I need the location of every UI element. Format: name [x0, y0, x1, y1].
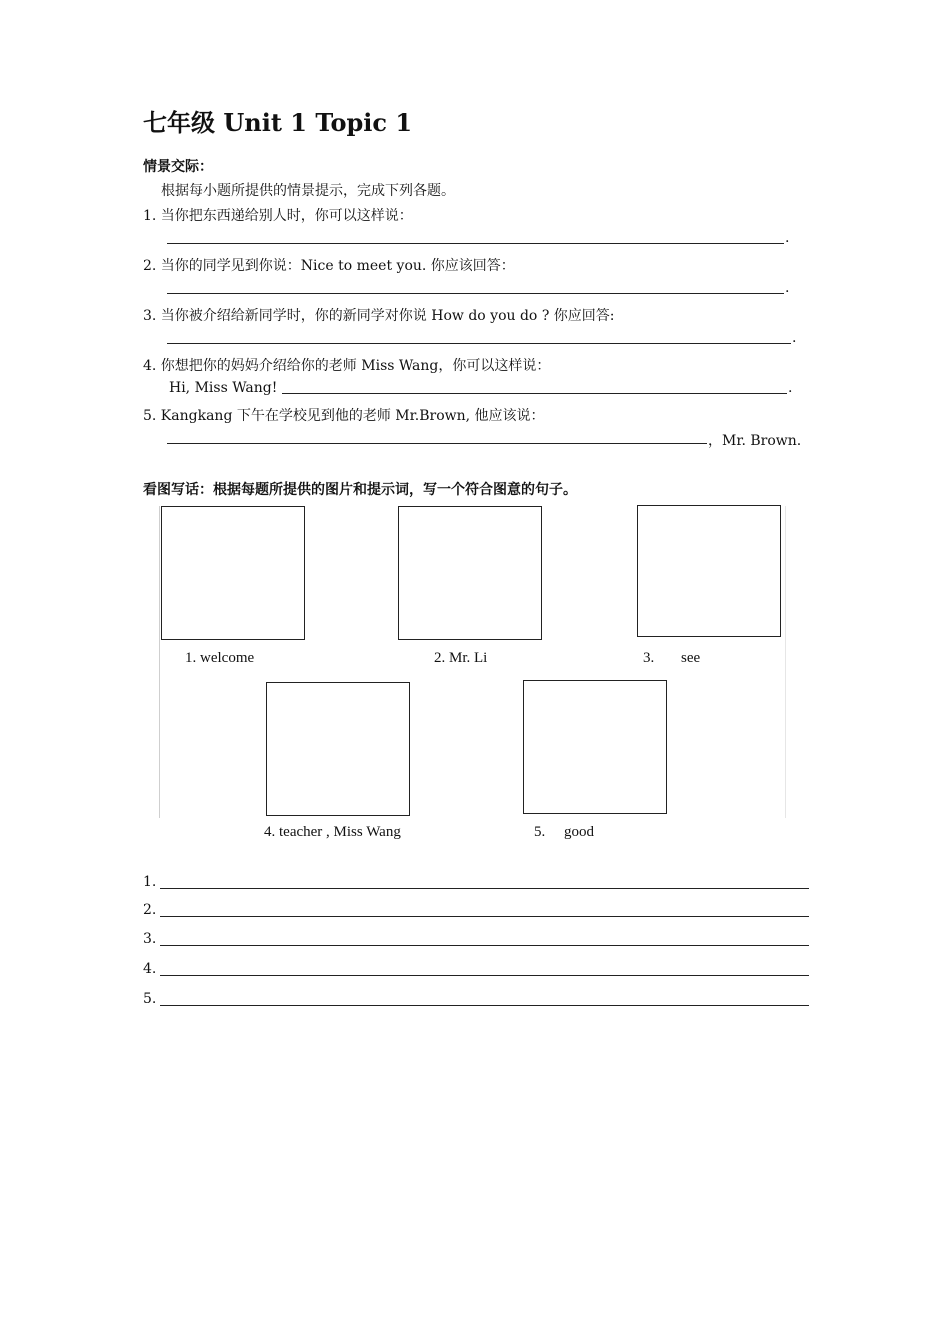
caption-5-word: good: [564, 824, 594, 840]
question-1-end: .: [785, 230, 790, 246]
answer-line-1[interactable]: [167, 243, 784, 244]
section-heading-picture-writing: 看图写话：根据每题所提供的图片和提示词，写一个符合图意的句子。: [143, 482, 577, 498]
question-3-text: 3. 当你被介绍给新同学时，你的新同学对你说 How do you do ? 你应回答:: [143, 308, 615, 324]
picture-4: [266, 682, 410, 816]
sentence-label-3: 3.: [143, 931, 157, 947]
page-title: 七年级 Unit 1 Topic 1: [143, 108, 413, 137]
answer-line-3[interactable]: [167, 343, 791, 344]
caption-4: 4. teacher , Miss Wang: [264, 824, 401, 840]
caption-3-number: 3.: [643, 650, 655, 666]
question-5-end: ，Mr. Brown.: [708, 433, 802, 449]
picture-3: [637, 505, 781, 637]
sentence-line-3[interactable]: [160, 945, 809, 946]
caption-1: 1. welcome: [185, 650, 255, 666]
answer-line-2[interactable]: [167, 293, 784, 294]
question-2-end: .: [785, 280, 790, 296]
answer-line-4[interactable]: [282, 393, 787, 394]
question-4-prefix: Hi, Miss Wang!: [169, 380, 278, 396]
sentence-line-1[interactable]: [160, 888, 809, 889]
caption-2: 2. Mr. Li: [434, 650, 488, 666]
picture-5: [523, 680, 667, 814]
sentence-label-4: 4.: [143, 961, 157, 977]
sentence-line-4[interactable]: [160, 975, 809, 976]
picture-1: [161, 506, 305, 640]
question-5-text: 5. Kangkang 下午在学校见到他的老师 Mr.Brown, 他应该说：: [143, 408, 545, 424]
caption-5-number: 5.: [534, 824, 546, 840]
section-instruction: 根据每小题所提供的情景提示，完成下列各题。: [161, 183, 455, 199]
sentence-line-2[interactable]: [160, 916, 809, 917]
question-4-end: .: [788, 380, 793, 396]
question-3-end: .: [792, 330, 797, 346]
caption-3-word: see: [681, 650, 701, 666]
sentence-label-5: 5.: [143, 991, 157, 1007]
sentence-label-2: 2.: [143, 902, 157, 918]
sentence-line-5[interactable]: [160, 1005, 809, 1006]
question-1-text: 1. 当你把东西递给别人时，你可以这样说：: [143, 208, 413, 224]
question-4-text: 4. 你想把你的妈妈介绍给你的老师 Miss Wang，你可以这样说：: [143, 358, 551, 374]
sentence-label-1: 1.: [143, 874, 157, 890]
picture-2: [398, 506, 542, 640]
section-heading-dialogue: 情景交际：: [143, 159, 213, 175]
question-2-text: 2. 当你的同学见到你说：Nice to meet you. 你应该回答：: [143, 258, 515, 274]
answer-line-5[interactable]: [167, 443, 707, 444]
